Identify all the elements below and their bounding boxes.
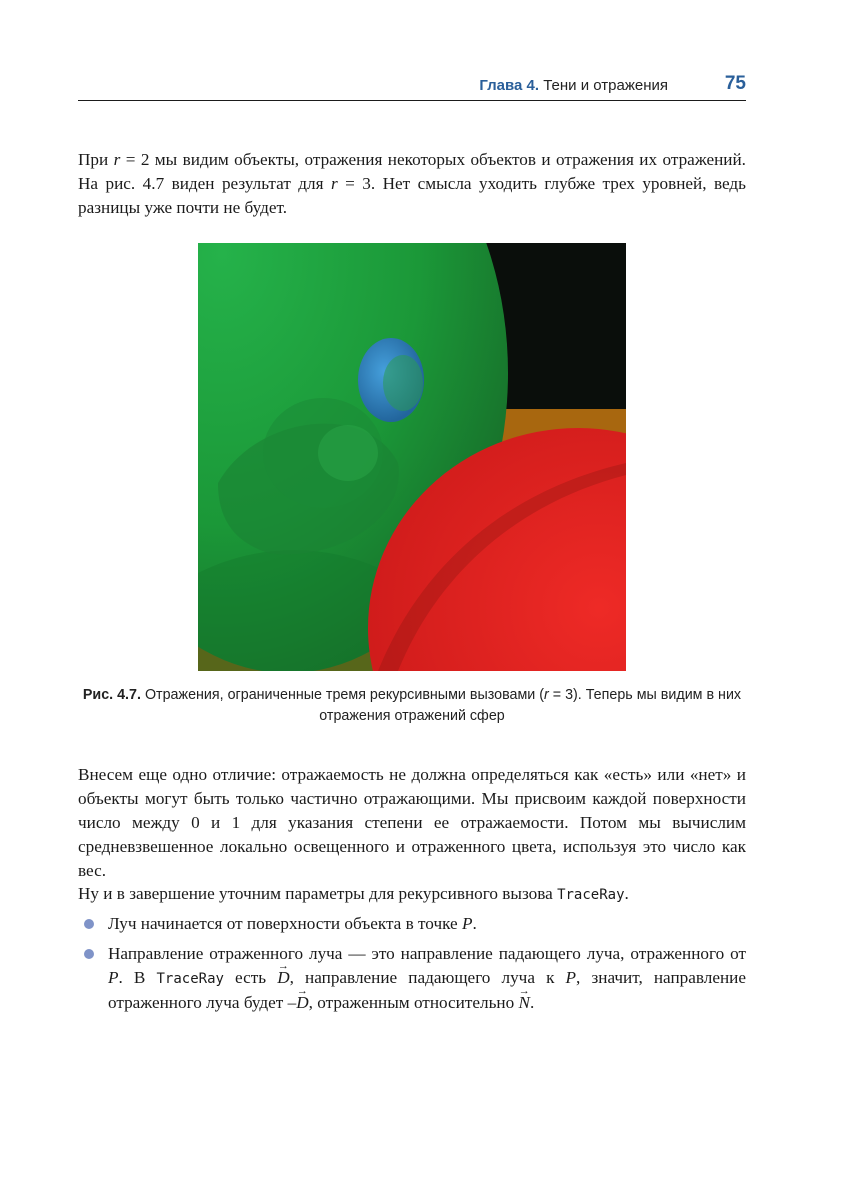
text: , значит, направление отраженного луча будет – [108, 968, 746, 1012]
chapter-heading [479, 77, 668, 94]
caption-text: Отражения, ограниченные тремя рекурсивными вызовами ( [140, 687, 545, 703]
bullet-icon [84, 949, 94, 959]
text: . [472, 914, 477, 933]
vector-n: → N [519, 991, 530, 1015]
chapter-label: Глава 4. [479, 77, 540, 94]
text: , отраженным относительно [308, 993, 519, 1012]
text: = 3. Нет смысла уходить глубже трех уровней, ведь разницы уже почти не будет. [78, 174, 746, 217]
raytrace-image [198, 243, 626, 671]
page-number: 75 [724, 73, 746, 94]
figure-caption [78, 685, 746, 727]
figure-render [198, 243, 626, 671]
chapter-title: Тени и отражения [543, 77, 668, 94]
text: При [78, 150, 114, 169]
running-header [78, 72, 746, 101]
list-item [108, 942, 746, 1015]
var-p: P [461, 914, 473, 933]
caption-text: = 3). Теперь мы видим в них отражения отражений сфер [319, 687, 742, 724]
text: = 2 мы видим объекты, отражения некоторых объектов и отражения их отражений. На рис. 4.7 виден результат для [78, 150, 746, 193]
caption-label: Рис. 4.7. [82, 687, 141, 703]
var-p: P [565, 968, 577, 987]
vector-d: → D [296, 991, 308, 1015]
text: , направление падающего луча к [289, 968, 566, 987]
vector-d: → D [277, 966, 289, 990]
text: Луч начинается от поверхности объекта в точке [108, 914, 462, 933]
var-r: r [330, 174, 338, 193]
text: . [529, 993, 535, 1012]
caption-var: r [544, 687, 549, 703]
var-p: P [108, 968, 119, 987]
text: Направление отраженного луча — это направление падающего луча, отраженного от [108, 944, 746, 963]
var-r: r [113, 150, 121, 169]
text: есть [223, 968, 278, 987]
paragraph-intro [78, 148, 746, 220]
bullet-icon [84, 919, 94, 929]
paragraph-reflectivity: Внесем еще одно отличие: отражаемость не должна определяться как «есть» или «нет» и объекты могут быть только частично отражающими. Мы присвоим каждой поверхности число между 0 и 1 для указания степени ее отражаемости. Потом мы вычислим средневзвешенное локально освещенного и отраженного цвета, используя это число как вес. [78, 765, 746, 880]
list-item [108, 912, 746, 936]
text: . [624, 884, 629, 903]
code-traceray: TraceRay [156, 971, 224, 987]
text: . В [118, 968, 157, 987]
paragraph-traceray [78, 882, 746, 907]
code-traceray: TraceRay [557, 887, 625, 903]
text: Ну и в завершение уточним параметры для рекурсивного вызова [78, 884, 558, 903]
